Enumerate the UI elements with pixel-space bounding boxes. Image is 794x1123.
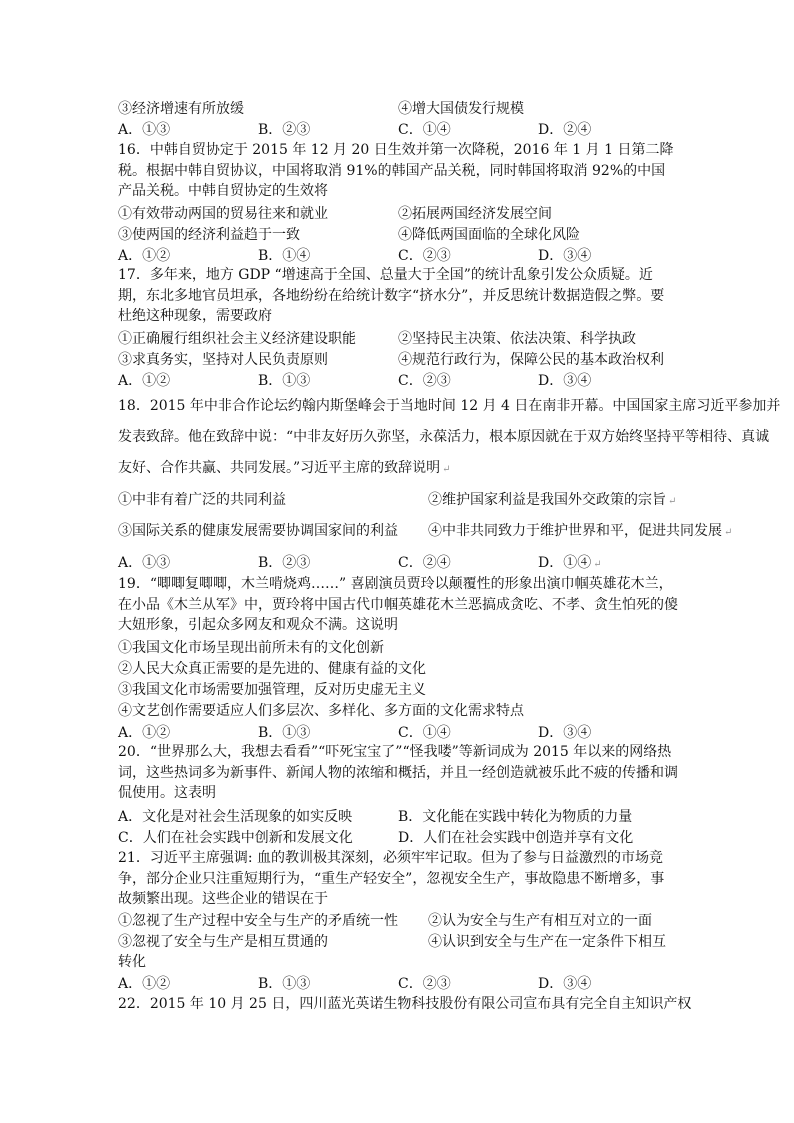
q17-answer-a: A．①② — [118, 373, 171, 389]
q15-answer-d: D．②④ — [538, 122, 592, 138]
q18-option-2-text: ②维护国家利益是我国外交政策的宗旨 — [428, 492, 666, 508]
q20-answer-a: A．文化是对社会生活现象的如实反映 — [118, 809, 353, 825]
q18-answer-d — [538, 552, 602, 572]
q20-answer-c: C．人们在社会实践中创新和发展文化 — [118, 830, 353, 846]
q21-option-1: ①忽视了生产过程中安全与生产的矛盾统一性 — [118, 913, 398, 929]
q21-answer-d: D．③④ — [538, 976, 592, 992]
q17-answer-b: B．①③ — [258, 373, 311, 389]
q17-option-1: ①正确履行组织社会主义经济建设职能 — [118, 331, 356, 347]
q21-answer-c: C．②③ — [398, 976, 451, 992]
q21-option-2: ②认为安全与生产有相互对立的一面 — [428, 913, 652, 929]
q20-answer-d: D．人们在社会实践中创造并享有文化 — [398, 830, 634, 846]
q18-stem-text: 18．2015 年中非合作论坛约翰内斯堡峰会于当地时间 12 月 4 日在南非开幕。中国国家主席习近平参加并发表致辞。他在致辞中说：“中非友好历久弥坚，永葆活力，根本原因就在于双方始终坚持平等相待、真诚友好、合作共赢、共同发展。”习近平主席的致辞说明 — [118, 398, 781, 476]
q17-option-3: ③求真务实，坚持对人民负责原则 — [118, 352, 328, 368]
q16-answer-a: A．①② — [118, 248, 171, 264]
q15-answer-a: A．①③ — [118, 122, 171, 138]
q16-option-3: ③使两国的经济利益趋于一致 — [118, 227, 300, 243]
q19-answer-a: A．①② — [118, 725, 171, 741]
q16-answer-b: B．①④ — [258, 248, 311, 264]
q17-option-2: ②坚持民主决策、依法决策、科学执政 — [398, 331, 636, 347]
paragraph-mark-icon: ↵ — [593, 559, 602, 570]
q19-stem: 19．“唧唧复唧唧，木兰啃烧鸡……” 喜剧演员贾玲以颠覆性的形象出演巾帼英雄花木兰，在小品《木兰从军》中，贾玲将中国古代巾帼英雄花木兰恶搞成贪吃、不孝、贪生怕死的傻大妞形象，引起众多网友和观众不满。这说明 — [118, 576, 678, 634]
q16-answer-d: D．③④ — [538, 248, 592, 264]
q21-stem: 21．习近平主席强调: 血的教训极其深刻，必须牢牢记取。但为了参与日益激烈的市场竞争，部分企业只注重短期行为，“重生产轻安全”，忽视安全生产，事故隐患不断增多，事故频繁出现。这些企业的错误在于 — [118, 850, 665, 908]
q18-option-3: ③国际关系的健康发展需要协调国家间的利益 — [118, 523, 398, 539]
q21-option-3: ③忽视了安全与生产是相互贯通的 — [118, 934, 328, 950]
q15-answer-c: C．①④ — [398, 122, 451, 138]
q18-option-4 — [428, 520, 732, 540]
q18-answer-a: A．①③ — [118, 555, 171, 571]
q19-option-3: ③我国文化市场需要加强管理，反对历史虚无主义 — [118, 682, 426, 698]
paragraph-mark-icon: ↵ — [442, 464, 451, 475]
q18-option-1: ①中非有着广泛的共同利益 — [118, 492, 286, 508]
q20-stem: 20．“世界那么大，我想去看看”“吓死宝宝了”“怪我喽”等新词成为 2015 年以来的网络热词，这些热词多为新事件、新闻人物的浓缩和概括，并且一经创造就被乐此不疲的传播和调侃使用。这表明 — [118, 744, 678, 802]
q21-answer-b: B．①③ — [258, 976, 311, 992]
q21-option-4-cont: 转化 — [118, 954, 146, 970]
q15-option-4: ④增大国债发行规模 — [398, 101, 524, 117]
q20-answer-b: B．文化能在实践中转化为物质的力量 — [398, 809, 633, 825]
q17-answer-c: C．②③ — [398, 373, 451, 389]
q19-answer-b: B．①③ — [258, 725, 311, 741]
q19-option-1: ①我国文化市场呈现出前所未有的文化创新 — [118, 640, 384, 656]
q18-answer-c: C．②④ — [398, 555, 451, 571]
q19-answer-c: C．①④ — [398, 725, 451, 741]
q16-option-2: ②拓展两国经济发展空间 — [398, 206, 552, 222]
q22-stem: 22．2015 年 10 月 25 日，四川蓝光英诺生物科技股份有限公司宣布具有完全自主知识产权 — [118, 996, 692, 1012]
q18-answer-d-text: D．①④ — [538, 555, 592, 571]
q18-answer-b: B．②③ — [258, 555, 311, 571]
paragraph-mark-icon: ↵ — [724, 527, 733, 538]
q18-stem — [118, 391, 782, 485]
q17-answer-d: D．③④ — [538, 373, 592, 389]
q21-answer-a: A．①② — [118, 976, 171, 992]
q15-answer-b: B．②③ — [258, 122, 311, 138]
paragraph-mark-icon: ↵ — [668, 496, 677, 507]
q18-option-2 — [428, 489, 676, 509]
q19-option-2: ②人民大众真正需要的是先进的、健康有益的文化 — [118, 661, 426, 677]
q17-option-4: ④规范行政行为，保障公民的基本政治权利 — [398, 352, 664, 368]
q19-answer-d: D．③④ — [538, 725, 592, 741]
q16-stem: 16．中韩自贸协定于 2015 年 12 月 20 日生效并第一次降税，2016 年 1 月 1 日第二降税。根据中韩自贸协议，中国将取消 91%的韩国产品关税，同时韩国将取消 92%的中国产品关税。中韩自贸协定的生效将 — [118, 142, 674, 200]
q16-option-4: ④降低两国面临的全球化风险 — [398, 227, 580, 243]
q17-stem: 17．多年来，地方 GDP “增速高于全国、总量大于全国”的统计乱象引发公众质疑。近期，东北多地官员坦承，各地纷纷在给统计数字“挤水分”，并反思统计数据造假之弊。要杜绝这种现象，需要政府 — [118, 267, 665, 325]
q18-option-4-text: ④中非共同致力于维护世界和平，促进共同发展 — [428, 523, 722, 539]
q16-answer-c: C．②③ — [398, 248, 451, 264]
q15-option-3: ③经济增速有所放缓 — [118, 101, 244, 117]
q21-option-4: ④认识到安全与生产在一定条件下相互 — [428, 934, 666, 950]
q19-option-4: ④文艺创作需要适应人们多层次、多样化、多方面的文化需求特点 — [118, 703, 524, 719]
q16-option-1: ①有效带动两国的贸易往来和就业 — [118, 206, 328, 222]
